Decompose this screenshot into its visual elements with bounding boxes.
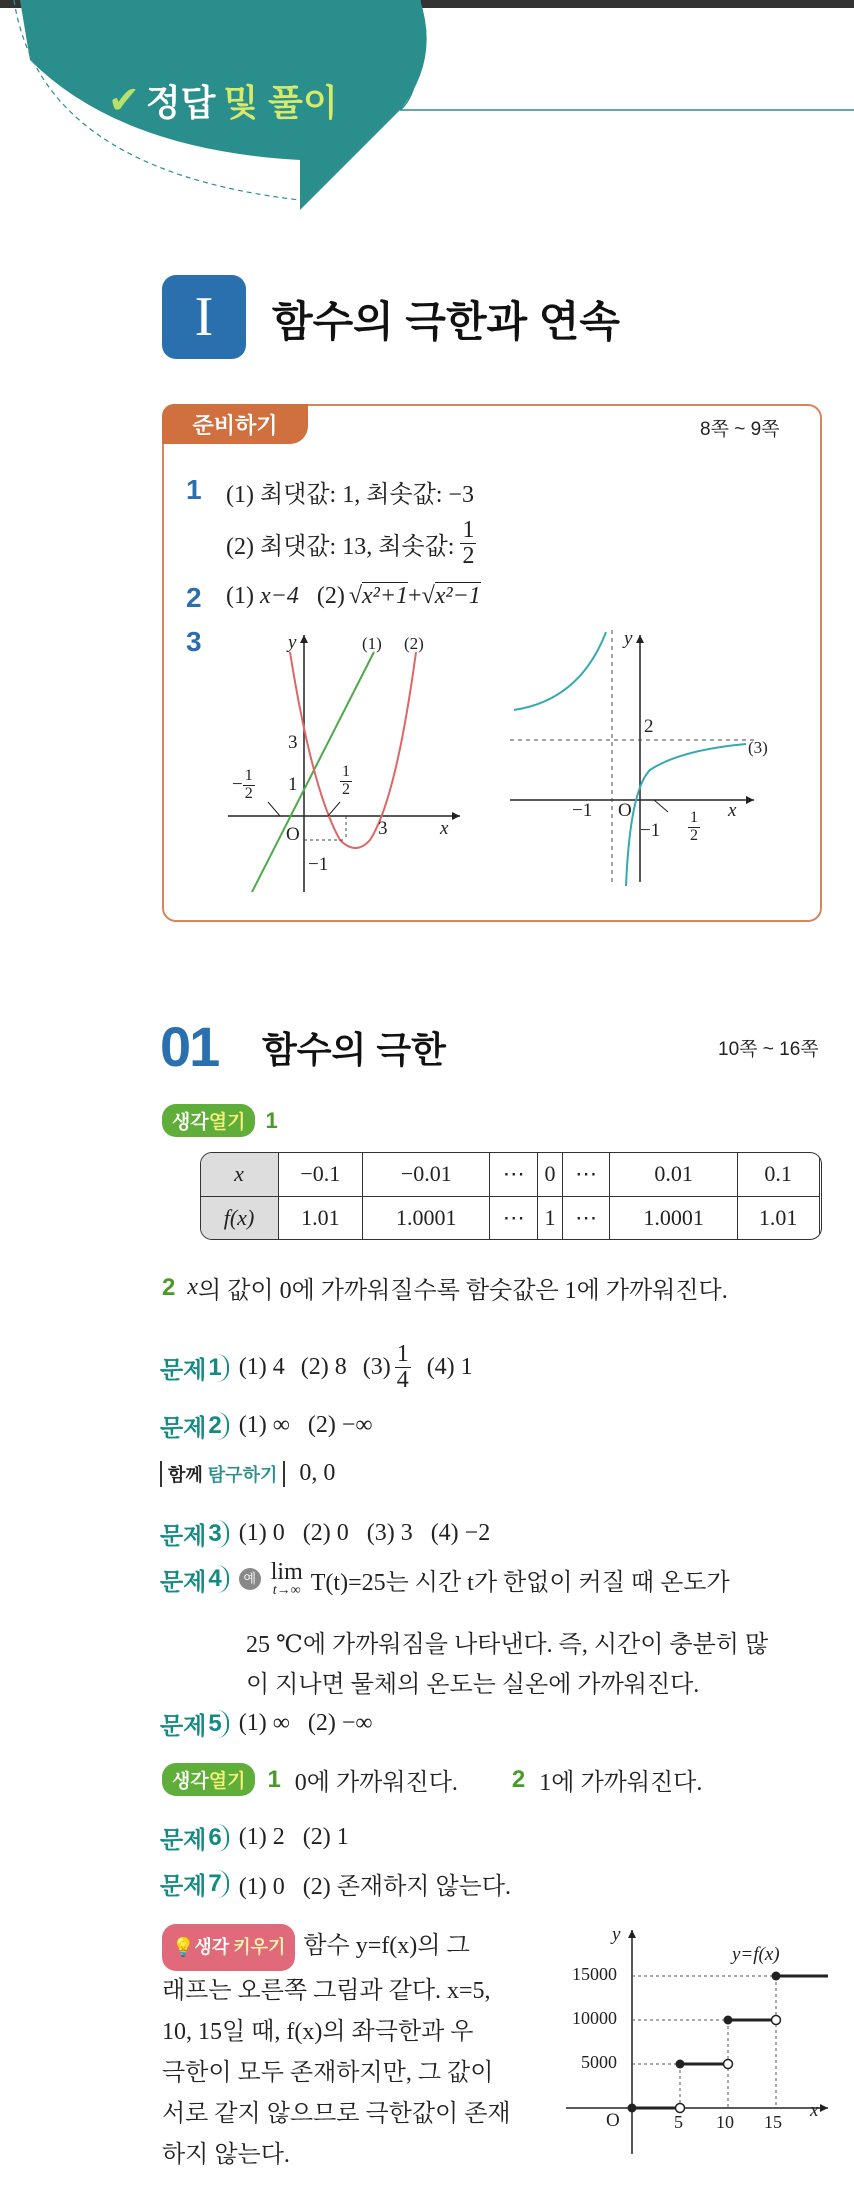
table-cell: 1.0001	[363, 1196, 490, 1240]
p1-c: (3)	[362, 1354, 391, 1381]
graph2-tick-2: 2	[644, 716, 654, 737]
p5-text: (1) ∞ (2) −∞	[238, 1710, 373, 1736]
table-cell: 1.01	[737, 1196, 819, 1240]
p1-c-frac	[395, 1342, 411, 1393]
prep-q1-answer-a: (1) 최댓값: 1, 최솟값: −3	[226, 482, 474, 508]
step-graph-y-tick-15000: 15000	[572, 1964, 617, 1984]
p7-text: (1) 0 (2) 존재하지 않는다.	[238, 1874, 511, 1900]
table-cell: f(x)	[200, 1196, 278, 1240]
graph1-tick-3: 3	[288, 732, 298, 753]
problem-label-text: 문제	[160, 1357, 207, 1385]
step-graph-x-label: x	[810, 2100, 819, 2121]
graph1-tick-1: 1	[288, 774, 298, 795]
graph1-legend-2: (2)	[404, 634, 424, 653]
graph1-y-label: y	[288, 632, 297, 653]
think-line-4: 서로 같지 않으므로 극한값이 존재	[162, 2101, 511, 2127]
table-row	[200, 1152, 819, 1196]
problem-5	[160, 1706, 372, 1741]
table-cell: ⋯	[562, 1152, 610, 1196]
p1-b: (2) 8	[300, 1354, 347, 1381]
think-first-line	[162, 1924, 542, 1971]
graph2-half-den: 2	[690, 826, 698, 844]
prep-q2a-expr: x−4	[259, 582, 299, 609]
step-graph-func-label: y=f(x)	[732, 1944, 780, 1965]
table-cell: 1	[538, 1196, 563, 1240]
graph1-half-num: 1	[342, 763, 350, 780]
section-title: 함수의 극한	[262, 1029, 446, 1070]
prep-q2b-root2: x²−1	[434, 583, 481, 609]
table-cell: −0.01	[363, 1152, 490, 1196]
graph1-x-label: x	[440, 818, 449, 839]
table-cell: 0	[538, 1152, 563, 1196]
open2-q1: 0에 가까워진다.	[294, 1770, 458, 1796]
open2-row	[162, 1762, 702, 1797]
problem-label-text: 문제	[160, 1827, 207, 1854]
problem-number: 3	[208, 1520, 228, 1548]
p4-lim-sub: t→∞	[272, 1583, 301, 1598]
graph1-origin: O	[286, 824, 300, 845]
p1-c-den: 4	[396, 1367, 409, 1394]
step-graph-x-tick-5: 5	[674, 2112, 683, 2132]
prep-tab	[162, 404, 308, 444]
step-graph-y-tick-10000: 10000	[572, 2008, 617, 2028]
think-pill	[162, 1924, 295, 1971]
step-graph-x-tick-15: 15	[764, 2112, 782, 2132]
problem-label	[160, 1350, 229, 1385]
p4-line3: 이 지나면 물체의 온도는 실온에 가까워진다.	[246, 1672, 700, 1698]
p4-line2: 25 ℃에 가까워짐을 나타낸다. 즉, 시간이 충분히 많	[246, 1632, 769, 1658]
graph1-curve	[290, 652, 416, 848]
problem-2	[160, 1408, 372, 1443]
explore-label-b: 탐구하기	[207, 1464, 278, 1485]
open1-header	[162, 1104, 278, 1137]
prep-q1b-prefix: (2) 최댓값: 13, 최솟값:	[226, 534, 455, 561]
prep-q1b-fraction	[460, 518, 476, 569]
problem-label	[160, 1516, 229, 1551]
open1-q2-text: 의 값이 0에 가까워질수록 함숫값은 1에 가까워진다.	[198, 1278, 728, 1304]
problem-3	[160, 1516, 490, 1551]
problem-label-text: 문제	[160, 1415, 207, 1442]
explore-label	[160, 1461, 285, 1487]
step-graph-origin: O	[606, 2110, 620, 2131]
graph1-neg-half-den: 2	[244, 784, 253, 802]
prep-graph-2	[510, 630, 780, 890]
graph1-neg-half	[232, 768, 255, 803]
explore-label-a: 함께	[168, 1464, 203, 1485]
problem-label-text: 문제	[160, 1713, 207, 1740]
sqrt-icon: √	[348, 582, 362, 609]
table-cell: ⋯	[562, 1196, 610, 1240]
value-table	[200, 1152, 820, 1240]
p1-c-num: 1	[396, 1341, 409, 1367]
think-line-5: 하지 않는다.	[162, 2142, 290, 2168]
sqrt-icon: √	[421, 582, 435, 609]
table-cell: 0.1	[737, 1152, 819, 1196]
problem-number: 4	[208, 1565, 228, 1593]
prep-q2b-label: (2)	[316, 582, 345, 609]
bulb-icon: 💡	[172, 1937, 195, 1957]
graph2-x-label: x	[728, 800, 737, 821]
prep-q1-answer-b	[226, 518, 476, 569]
graph2-origin: O	[618, 800, 632, 821]
problem-label-text: 문제	[160, 1568, 207, 1596]
banner-label-a: 정답	[145, 82, 216, 123]
graph2-y-label: y	[624, 628, 633, 649]
graph2-half	[688, 810, 700, 845]
open1-pill	[162, 1104, 255, 1137]
problem-6	[160, 1820, 349, 1855]
banner-label-b: 및 풀이	[223, 82, 338, 123]
problem-label	[160, 1820, 229, 1855]
think-pill-b: 키우기	[233, 1937, 286, 1957]
chapter-numeral: I	[194, 286, 214, 348]
prep-q2-answer	[226, 582, 481, 610]
example-badge: 예	[239, 1568, 261, 1590]
step-graph-y-label: y	[612, 1924, 621, 1945]
p2-text: (1) ∞ (2) −∞	[238, 1412, 373, 1438]
open1-pill-a: 생각	[172, 1112, 209, 1133]
think-line-0: 함수 y=f(x)의 그	[303, 1933, 470, 1959]
prep-q2b-plus: +	[408, 582, 422, 609]
table-row	[200, 1196, 819, 1240]
open2-pill-b: 열기	[208, 1771, 246, 1792]
open2-q2-number: 2	[511, 1765, 526, 1793]
chapter-title: 함수의 극한과 연속	[272, 298, 620, 345]
problem-1	[160, 1342, 473, 1393]
graph1-tick-x3: 3	[378, 818, 388, 839]
prep-q2a-label: (1)	[226, 582, 254, 609]
problem-number: 2	[208, 1412, 228, 1440]
graph1-neg-half-num: 1	[244, 767, 253, 784]
table-cell: 1.01	[278, 1196, 363, 1240]
open2-q2: 1에 가까워진다.	[539, 1770, 703, 1796]
graph1-legend-1: (1)	[362, 634, 382, 653]
problem-number: 7	[208, 1870, 228, 1898]
table-cell: ⋯	[490, 1196, 538, 1240]
think-line-3: 극한이 모두 존재하지만, 그 값이	[162, 2060, 494, 2086]
open1-number: 1	[265, 1107, 278, 1133]
problem-number: 6	[208, 1824, 228, 1852]
prep-q2b-root1: x²+1	[362, 583, 409, 609]
explore-row	[160, 1460, 335, 1487]
explore-answer: 0, 0	[299, 1460, 336, 1486]
open1-pill-b: 열기	[208, 1112, 246, 1133]
graph2-half-num: 1	[690, 809, 698, 826]
problem-number: 1	[208, 1354, 228, 1382]
p4-lim-word: lim	[270, 1559, 303, 1585]
prep-q1-number: 1	[186, 474, 202, 505]
graph2-legend-3: (3)	[748, 738, 768, 757]
table-cell: ⋯	[490, 1152, 538, 1196]
problem-4	[160, 1560, 730, 1598]
p4-line1: T(t)=25는 시간 t가 한없이 커질 때 온도가	[310, 1569, 730, 1596]
graph2-tick-m1-left: −1	[572, 800, 593, 821]
p1-a: (1) 4	[238, 1354, 285, 1381]
banner-title	[108, 75, 338, 126]
open2-pill	[162, 1763, 255, 1796]
section-pages: 10쪽 ~ 16쪽	[718, 1039, 819, 1060]
graph1-half	[340, 764, 352, 799]
value-table-wrap	[200, 1152, 822, 1240]
open1-q2	[162, 1270, 728, 1305]
open1-q2-number: 2	[162, 1273, 176, 1301]
prep-pages: 8쪽 ~ 9쪽	[700, 419, 780, 440]
check-icon: ✔	[108, 80, 140, 122]
problem-7	[160, 1866, 511, 1901]
prep-q1b-den: 2	[462, 543, 475, 570]
problem-label	[160, 1866, 229, 1901]
prep-q2-number: 2	[186, 582, 202, 613]
graph1-tick-m1: −1	[308, 854, 329, 875]
graph1-neg-half-frac	[243, 768, 255, 803]
problem-label-text: 문제	[160, 1873, 207, 1900]
graph1-half-den: 2	[342, 780, 350, 798]
think-line-2: 10, 15일 때, f(x)의 좌극한과 우	[162, 2019, 474, 2045]
table-cell: x	[200, 1152, 278, 1196]
prep-tab-label: 준비하기	[192, 412, 278, 438]
p6-text: (1) 2 (2) 1	[238, 1824, 349, 1850]
p3-text: (1) 0 (2) 0 (3) 3 (4) −2	[238, 1520, 491, 1546]
think-pill-a: 생각	[194, 1937, 230, 1957]
step-graph-x-tick-10: 10	[716, 2112, 734, 2132]
problem-label	[160, 1706, 229, 1741]
problem-label	[160, 1562, 229, 1597]
open1-q2-var: x	[187, 1274, 199, 1300]
table-cell: 0.01	[610, 1152, 737, 1196]
prep-q3-number: 3	[186, 626, 202, 657]
step-graph-y-tick-5000: 5000	[581, 2052, 617, 2072]
problem-label	[160, 1408, 229, 1443]
table-cell: 1.0001	[610, 1196, 737, 1240]
chapter-badge	[162, 275, 246, 359]
p1-d: (4) 1	[426, 1354, 473, 1381]
problem-label-text: 문제	[160, 1523, 207, 1550]
open2-pill-a: 생각	[172, 1771, 209, 1792]
graph2-tick-m1: −1	[640, 820, 661, 841]
graph1-neg-sign: −	[232, 774, 243, 796]
p4-lim	[271, 1560, 303, 1598]
think-block	[162, 1924, 542, 2176]
problem-number: 5	[208, 1710, 228, 1738]
section-number: 01	[160, 1015, 219, 1078]
think-line-1: 래프는 오른쪽 그림과 같다. x=5,	[162, 1978, 491, 2004]
open2-q1-number: 1	[267, 1765, 281, 1793]
prep-q1b-num: 1	[462, 517, 475, 543]
table-cell: −0.1	[278, 1152, 363, 1196]
